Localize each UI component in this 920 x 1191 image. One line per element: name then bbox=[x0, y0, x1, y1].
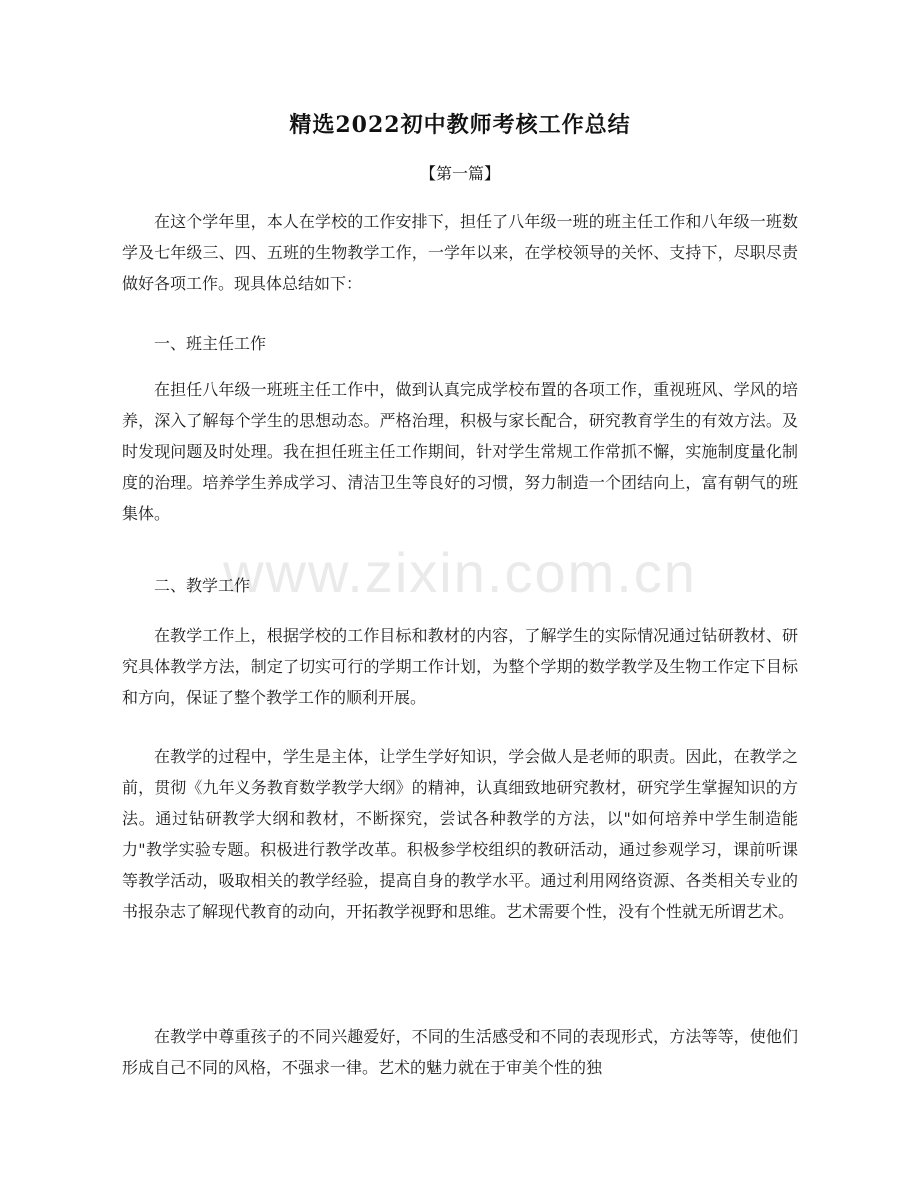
document-title: 精选2022初中教师考核工作总结 bbox=[289, 112, 631, 138]
document-subtitle: 【第一篇】 bbox=[419, 164, 500, 183]
paragraph-class-teacher: 在担任八年级一班班主任工作中，做到认真完成学校布置的各项工作，重视班风、学风的培养，深入了解每个学生的思想动态。严格治理，积极与家长配合，研究教育学生的有效方法。及时发现问题及时处理。我在担任班主任工作期间，针对学生常规工作常抓不懈，实施制度量化制度的治理。培养学生养成学习、清洁卫生等良好的习惯，努力制造一个团结向上，富有朝气的班集体。 bbox=[122, 380, 798, 523]
paragraph-respect-interests: 在教学中尊重孩子的不同兴趣爱好，不同的生活感受和不同的表现形式，方法等等，使他们形成自己不同的风格，不强求一律。艺术的魅力就在于审美个性的独 bbox=[122, 1027, 798, 1077]
section-heading-teaching: 二、教学工作 bbox=[154, 576, 251, 595]
paragraph-teaching-process: 在教学的过程中，学生是主体，让学生学好知识，学会做人是老师的职责。因此，在教学之前，贯彻《九年义务教育数学教学大纲》的精神，认真细致地研究教材，研究学生掌握知识的方法。通过钻研教学大纲和教材，不断探究，尝试各种教学的方法，以"如何培养中学生制造能力"教学实验专题。积极进行教学改革。积极参学校组织的教研活动，通过参观学习，课前听课等教学活动，吸取相关的教学经验，提高自身的教学水平。通过利用网络资源、各类相关专业的书报杂志了解现代教育的动向，开拓教学视野和思维。艺术需要个性，没有个性就无所谓艺术。 bbox=[122, 747, 798, 921]
watermark: www.zixin.com.cn bbox=[223, 541, 697, 604]
paragraph-intro: 在这个学年里，本人在学校的工作安排下，担任了八年级一班的班主任工作和八年级一班数学及七年级三、四、五班的生物教学工作，一学年以来，在学校领导的关怀、支持下，尽职尽责做好各项工作。现具体总结如下： bbox=[122, 212, 798, 293]
paragraph-teaching-plan: 在教学工作上，根据学校的工作目标和教材的内容，了解学生的实际情况通过钻研教材、研究具体教学方法，制定了切实可行的学期工作计划，为整个学期的数学教学及生物工作定下目标和方向，保证了整个教学工作的顺利开展。 bbox=[122, 626, 798, 707]
section-heading-class-teacher: 一、班主任工作 bbox=[154, 334, 267, 353]
